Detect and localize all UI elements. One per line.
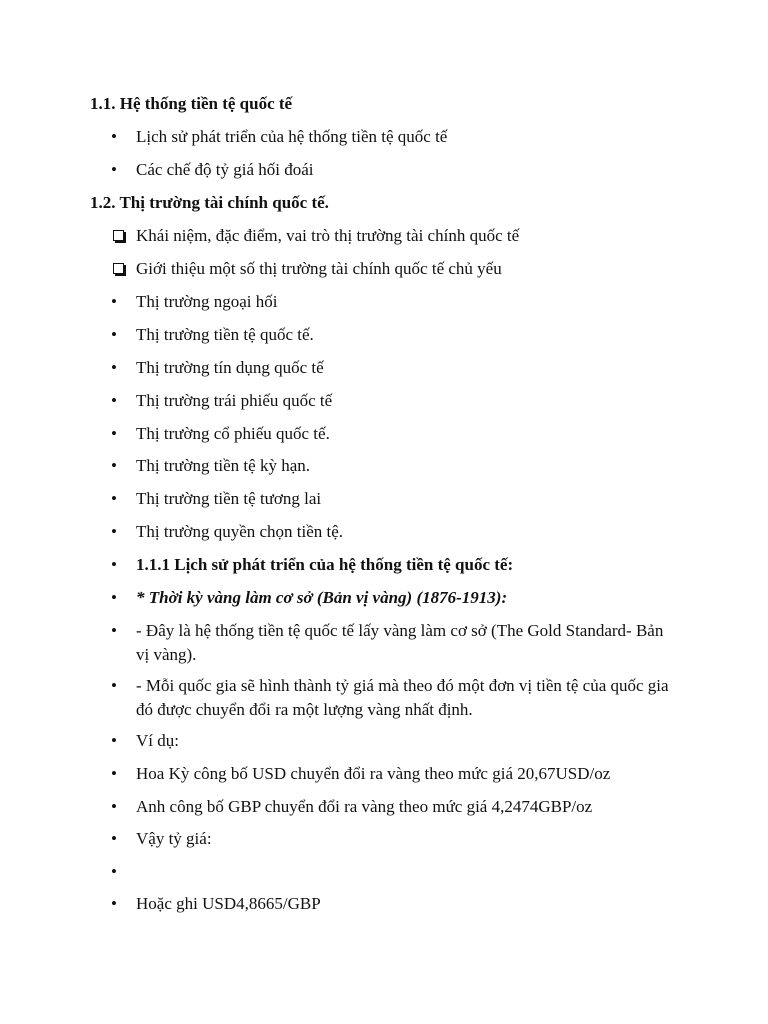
list-item-text: Thị trường cổ phiếu quốc tế. bbox=[136, 424, 330, 443]
list-item-text: Thị trường tiền tệ quốc tế. bbox=[136, 325, 314, 344]
list-item-text: Thị trường tiền tệ kỳ hạn. bbox=[136, 456, 311, 475]
bullet: • bbox=[111, 829, 117, 848]
bullet: • bbox=[111, 160, 117, 179]
bullet: • bbox=[111, 588, 117, 607]
period-heading: * Thời kỳ vàng làm cơ sở (Bản vị vàng) (1876-1913): bbox=[136, 588, 508, 607]
bullet: • bbox=[111, 676, 117, 695]
bullet: • bbox=[111, 764, 117, 783]
bullet: • bbox=[111, 621, 117, 640]
list-item-text: Khái niệm, đặc điểm, vai trò thị trường tài chính quốc tế bbox=[136, 226, 520, 245]
bullet: • bbox=[111, 862, 117, 881]
bullet: • bbox=[111, 127, 117, 146]
bullet: • bbox=[111, 292, 117, 311]
subheading-history: 1.1.1 Lịch sử phát triển của hệ thống tiền tệ quốc tế: bbox=[136, 555, 514, 574]
paragraph-exchange-rate: - Mỗi quốc gia sẽ hình thành tỷ giá mà theo đó một đơn vị tiền tệ của quốc gia đó được chuyển đổi ra một lượng vàng nhất định. bbox=[136, 676, 669, 719]
heading-section-1-2: 1.2. Thị trường tài chính quốc tế. bbox=[90, 193, 329, 212]
bullet: • bbox=[111, 894, 117, 913]
list-item-text: Thị trường ngoại hối bbox=[136, 292, 278, 311]
list-item-text: Hoa Kỳ công bố USD chuyển đổi ra vàng theo mức giá 20,67USD/oz bbox=[136, 764, 611, 783]
bullet: • bbox=[111, 456, 117, 475]
list-item-text: Lịch sử phát triển của hệ thống tiền tệ quốc tế bbox=[136, 127, 448, 146]
bullet: • bbox=[111, 489, 117, 508]
list-item-text: Vậy tỷ giá: bbox=[136, 829, 212, 848]
heading-section-1-1: 1.1. Hệ thống tiền tệ quốc tế bbox=[90, 94, 293, 113]
checkbox-bullet-icon bbox=[113, 263, 124, 274]
list-item-text: Anh công bố GBP chuyển đổi ra vàng theo mức giá 4,2474GBP/oz bbox=[136, 797, 593, 816]
list-item-text: Ví dụ: bbox=[136, 731, 179, 750]
list-item-text: Thị trường tiền tệ tương lai bbox=[136, 489, 322, 508]
list-item-text: Các chế độ tỷ giá hối đoái bbox=[136, 160, 314, 179]
list-item-text: Hoặc ghi USD4,8665/GBP bbox=[136, 894, 321, 913]
bullet: • bbox=[111, 391, 117, 410]
list-item-text: Giới thiệu một số thị trường tài chính quốc tế chủ yếu bbox=[136, 259, 502, 278]
checkbox-bullet-icon bbox=[113, 230, 124, 241]
paragraph-gold-standard: - Đây là hệ thống tiền tệ quốc tế lấy vàng làm cơ sở (The Gold Standard- Bản vị vàng). bbox=[136, 621, 664, 664]
list-item-text: Thị trường trái phiếu quốc tế bbox=[136, 391, 333, 410]
bullet: • bbox=[111, 325, 117, 344]
bullet: • bbox=[111, 731, 117, 750]
list-item-text: Thị trường tín dụng quốc tế bbox=[136, 358, 324, 377]
bullet: • bbox=[111, 424, 117, 443]
bullet: • bbox=[111, 555, 117, 574]
bullet: • bbox=[111, 522, 117, 541]
bullet: • bbox=[111, 797, 117, 816]
list-item-text: Thị trường quyền chọn tiền tệ. bbox=[136, 522, 344, 541]
bullet: • bbox=[111, 358, 117, 377]
